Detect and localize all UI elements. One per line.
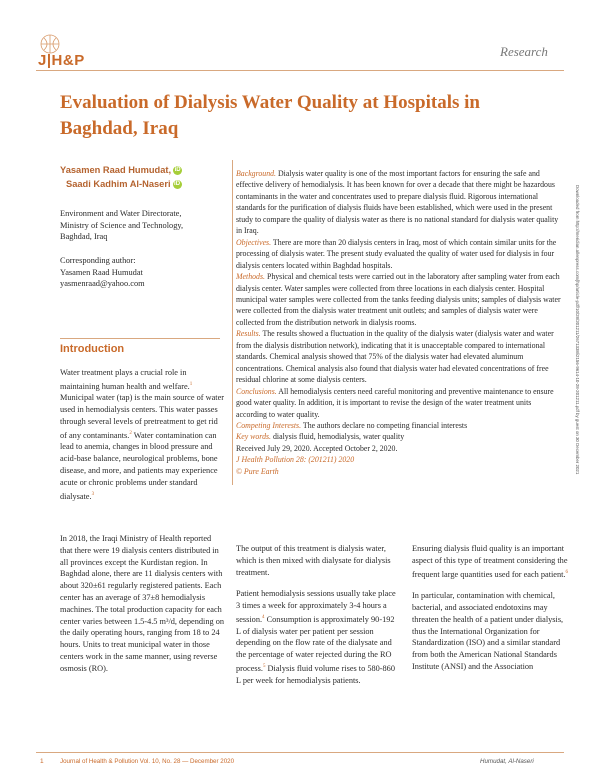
journal-logo-text: J|H&P bbox=[38, 52, 85, 69]
footer-divider bbox=[36, 752, 564, 753]
intro-divider bbox=[60, 338, 220, 339]
orcid-icon[interactable]: iD bbox=[174, 181, 181, 188]
abstract-copyright: © Pure Earth bbox=[236, 466, 279, 476]
orcid-icon[interactable]: iD bbox=[174, 167, 181, 174]
author-2: Saadi Kadhim Al-Naseri iD bbox=[66, 179, 181, 189]
abstract-divider bbox=[232, 160, 233, 485]
intro-column-2: The output of this treatment is dialysis water, which is then mixed with dialysate for dialysis treatment. Patient hemodialysis sessions usually take place 3 times a week for approximately 3-4 hours a session.$^4$ Consumption is approximately 90-192 L of dialysis water per patient per session depending on the flow rate of the dialysate and the percentage of water rejected during the RO process.$^5$ Dialysis fluid volume rises to 580-860 L per week for hemodialysis patients. bbox=[236, 544, 396, 685]
abstract-background: Background. Dialysis water quality is one of the most important factors for ensuring the safe and effective delivery of hemodialysis. It has been known for over a decade that there might be hazardous contaminants in the water and concentrates used to prepare dialysis fluid. Rigorous international standards for the purification of dialysis fluids have been established, which were used in the present study to compare the quality of dialysis water as there is no national standard for dialysis water quality in Iraq. bbox=[236, 169, 559, 236]
page-number: 1 bbox=[40, 758, 44, 765]
download-watermark: Downloaded from http://meridian.allenpress.com/jhp/article-pdf/10/28/201211/2671338/i2156-9614-10-28-201211.pdf by guest on 30 December 2021 bbox=[575, 185, 580, 475]
intro-paragraph-2: In 2018, the Iraqi Ministry of Health reported that there were 19 dialysis centers distributed in all provinces except the Kurdistan region. In Baghdad alone, there are 11 dialysis centers with about 320±61 regularly registered patients. Each center has an average of 37±8 hemodialysis machines. The total production capacity for each center varies between 1.5-4.5 m³/d, depending on the daily operating hours, ranging from 18 to 24 hours. Units to treat municipal water in those centers work in the same manner, using reverse osmosis (RO). bbox=[60, 534, 224, 673]
header-divider bbox=[36, 70, 564, 71]
footer-journal: Journal of Health & Pollution Vol. 10, No. 28 — December 2020 bbox=[60, 758, 235, 765]
abstract-keywords: Key words. dialysis fluid, hemodialysis, water quality bbox=[236, 432, 405, 442]
corresponding-email[interactable]: yasmenraad@yahoo.com bbox=[60, 279, 145, 288]
abstract-conclusions: Conclusions. All hemodialysis centers need careful monitoring and preventive maintenance to ensure good water quality. In addition, it is important to revise the design of the water treatment units according to water quality. bbox=[236, 386, 554, 419]
abstract-received: Received July 29, 2020. Accepted October 2, 2020. bbox=[236, 443, 398, 453]
article-title: Evaluation of Dialysis Water Quality at Hospitals in Baghdad, Iraq bbox=[60, 92, 480, 139]
author-list bbox=[60, 163, 182, 191]
abstract-methods: Methods. Physical and chemical tests were carried out in the laboratory after sampling water from each dialysis center. Water samples were collected from three locations in each dialysis center. Hospital municipal water samples were collected from the tanks feeding dialysis units; samples of dialysis water were collected from the dialysis water treatment unit outlets; and samples of dialysis water were collected from the distribution network in dialysis rooms. bbox=[236, 272, 561, 327]
author-1: Yasamen Raad Humudat, iD bbox=[60, 165, 181, 175]
abstract-competing: Competing Interests. The authors declare no competing financial interests bbox=[236, 420, 468, 430]
affiliation: Environment and Water Directorate, Ministry of Science and Technology, Baghdad, Iraq bbox=[60, 209, 184, 241]
intro-paragraph-1: Water treatment plays a crucial role in maintaining human health and welfare.$^1$ Municipal water (tap) is the main source of water used in hemodialysis centers. This water passes through several levels of pretreatment to get rid of any contaminants.$^2$ Water contamination can lead to anemia, changes in blood pressure and acid-base balance, neurological problems, bone disease, and more, and patients may experience acute or chronic problems under standard dialysate.$^3$ bbox=[60, 368, 225, 501]
intro-column-3: Ensuring dialysis fluid quality is an important aspect of this type of treatment considering the frequent large quantities used for each patient.$^6$ In particular, contamination with chemical, bacterial, and associated endotoxins may threaten the health of a patient under dialysis, thus the International Organization for Standardization (ISO) and a similar standard from both the American National Standards Institute (ANSI) and the Association bbox=[412, 544, 569, 671]
abstract-results: Results. The results showed a fluctuation in the quality of the dialysis water (dialysis water and water from the dialysis distribution network), indicating that it is unacceptable compared to international standards. Chemical analysis showed that 75% of the dialysis water had elevated aluminum concentrations. Chemical analysis also found that dialysis water had elevated concentrations of free residual chlorine at some dialysis centers. bbox=[236, 329, 554, 385]
abstract-citation: J Health Pollution 28: (201211) 2020 bbox=[236, 455, 355, 465]
section-label: Research bbox=[500, 44, 548, 59]
abstract-objectives: Objectives. There are more than 20 dialysis centers in Iraq, most of which contain similar units for the processing of dialysis water. The present study evaluated the quality of water used for dialysis in four dialysis centers located within Baghdad hospitals. bbox=[236, 237, 557, 270]
abstract bbox=[236, 168, 562, 477]
corresponding-author: Corresponding author: Yasamen Raad Humudat yasmenraad@yahoo.com bbox=[60, 255, 230, 290]
intro-heading: Introduction bbox=[60, 343, 125, 355]
footer-authors: Humudat, Al-Naseri bbox=[480, 758, 534, 765]
